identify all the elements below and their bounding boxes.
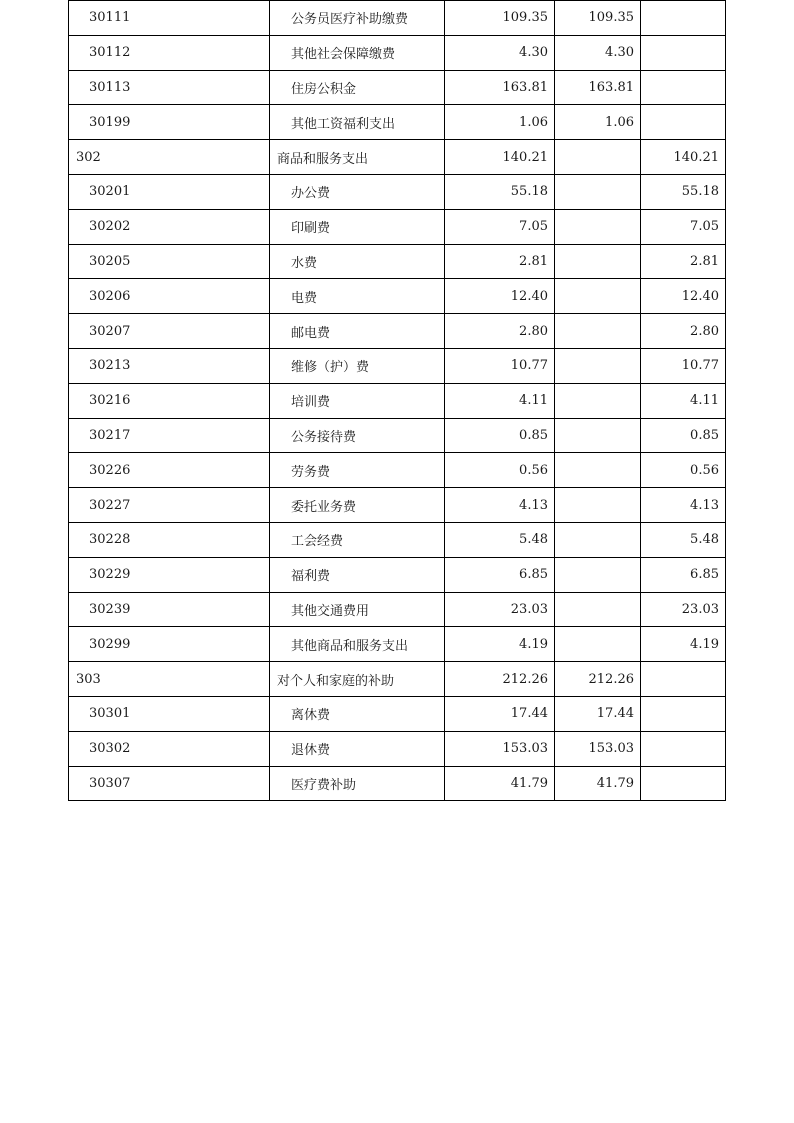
table-row bbox=[69, 314, 726, 349]
subject-code-cell: 30302 bbox=[69, 731, 270, 766]
total-amount-cell: 109.35 bbox=[445, 1, 555, 36]
total-amount-cell: 17.44 bbox=[445, 696, 555, 731]
subject-name-cell: 邮电费 bbox=[270, 314, 445, 349]
basic-expenditure-cell bbox=[555, 488, 641, 523]
total-amount-cell: 2.80 bbox=[445, 314, 555, 349]
table-row bbox=[69, 557, 726, 592]
table-row bbox=[69, 662, 726, 697]
total-amount-cell: 4.13 bbox=[445, 488, 555, 523]
subject-code-cell: 30228 bbox=[69, 522, 270, 557]
table-row bbox=[69, 348, 726, 383]
total-amount-cell: 55.18 bbox=[445, 174, 555, 209]
project-expenditure-cell: 4.11 bbox=[641, 383, 726, 418]
project-expenditure-cell: 10.77 bbox=[641, 348, 726, 383]
table-row bbox=[69, 1, 726, 36]
table-row bbox=[69, 209, 726, 244]
subject-name-cell: 退休费 bbox=[270, 731, 445, 766]
basic-expenditure-cell bbox=[555, 557, 641, 592]
basic-expenditure-cell bbox=[555, 314, 641, 349]
basic-expenditure-cell bbox=[555, 209, 641, 244]
project-expenditure-cell: 12.40 bbox=[641, 279, 726, 314]
subject-code-cell: 30201 bbox=[69, 174, 270, 209]
table-row bbox=[69, 592, 726, 627]
project-expenditure-cell: 4.13 bbox=[641, 488, 726, 523]
subject-code-cell: 302 bbox=[69, 140, 270, 175]
basic-expenditure-cell bbox=[555, 418, 641, 453]
total-amount-cell: 41.79 bbox=[445, 766, 555, 801]
subject-code-cell: 30112 bbox=[69, 35, 270, 70]
basic-expenditure-cell: 4.30 bbox=[555, 35, 641, 70]
project-expenditure-cell bbox=[641, 70, 726, 105]
table-row bbox=[69, 70, 726, 105]
subject-code-cell: 30205 bbox=[69, 244, 270, 279]
total-amount-cell: 5.48 bbox=[445, 522, 555, 557]
subject-name-cell: 公务员医疗补助缴费 bbox=[270, 1, 445, 36]
project-expenditure-cell bbox=[641, 35, 726, 70]
total-amount-cell: 6.85 bbox=[445, 557, 555, 592]
expenditure-table bbox=[68, 0, 726, 801]
subject-code-cell: 30199 bbox=[69, 105, 270, 140]
basic-expenditure-cell: 1.06 bbox=[555, 105, 641, 140]
subject-code-cell: 30113 bbox=[69, 70, 270, 105]
project-expenditure-cell: 7.05 bbox=[641, 209, 726, 244]
project-expenditure-cell: 4.19 bbox=[641, 627, 726, 662]
total-amount-cell: 212.26 bbox=[445, 662, 555, 697]
project-expenditure-cell: 2.81 bbox=[641, 244, 726, 279]
total-amount-cell: 0.56 bbox=[445, 453, 555, 488]
table-row bbox=[69, 35, 726, 70]
table-body bbox=[69, 1, 726, 801]
subject-code-cell: 30299 bbox=[69, 627, 270, 662]
basic-expenditure-cell: 212.26 bbox=[555, 662, 641, 697]
total-amount-cell: 23.03 bbox=[445, 592, 555, 627]
subject-name-cell: 对个人和家庭的补助 bbox=[270, 662, 445, 697]
subject-code-cell: 30239 bbox=[69, 592, 270, 627]
basic-expenditure-cell bbox=[555, 627, 641, 662]
table-row bbox=[69, 766, 726, 801]
table-row bbox=[69, 731, 726, 766]
project-expenditure-cell bbox=[641, 731, 726, 766]
subject-code-cell: 30202 bbox=[69, 209, 270, 244]
total-amount-cell: 2.81 bbox=[445, 244, 555, 279]
table-row bbox=[69, 418, 726, 453]
subject-name-cell: 印刷费 bbox=[270, 209, 445, 244]
project-expenditure-cell bbox=[641, 1, 726, 36]
total-amount-cell: 4.11 bbox=[445, 383, 555, 418]
subject-name-cell: 住房公积金 bbox=[270, 70, 445, 105]
basic-expenditure-cell bbox=[555, 348, 641, 383]
basic-expenditure-cell: 17.44 bbox=[555, 696, 641, 731]
basic-expenditure-cell bbox=[555, 592, 641, 627]
project-expenditure-cell bbox=[641, 696, 726, 731]
basic-expenditure-cell bbox=[555, 244, 641, 279]
basic-expenditure-cell bbox=[555, 174, 641, 209]
basic-expenditure-cell: 153.03 bbox=[555, 731, 641, 766]
project-expenditure-cell bbox=[641, 766, 726, 801]
subject-code-cell: 30111 bbox=[69, 1, 270, 36]
subject-name-cell: 电费 bbox=[270, 279, 445, 314]
subject-name-cell: 水费 bbox=[270, 244, 445, 279]
total-amount-cell: 163.81 bbox=[445, 70, 555, 105]
subject-name-cell: 维修（护）费 bbox=[270, 348, 445, 383]
subject-code-cell: 30226 bbox=[69, 453, 270, 488]
project-expenditure-cell: 0.85 bbox=[641, 418, 726, 453]
table-row bbox=[69, 453, 726, 488]
basic-expenditure-cell bbox=[555, 383, 641, 418]
total-amount-cell: 12.40 bbox=[445, 279, 555, 314]
total-amount-cell: 1.06 bbox=[445, 105, 555, 140]
subject-code-cell: 30307 bbox=[69, 766, 270, 801]
table-row bbox=[69, 488, 726, 523]
subject-code-cell: 30206 bbox=[69, 279, 270, 314]
subject-name-cell: 商品和服务支出 bbox=[270, 140, 445, 175]
subject-name-cell: 其他工资福利支出 bbox=[270, 105, 445, 140]
table-row bbox=[69, 383, 726, 418]
total-amount-cell: 0.85 bbox=[445, 418, 555, 453]
subject-name-cell: 劳务费 bbox=[270, 453, 445, 488]
project-expenditure-cell bbox=[641, 662, 726, 697]
basic-expenditure-cell: 163.81 bbox=[555, 70, 641, 105]
table-row bbox=[69, 174, 726, 209]
subject-name-cell: 公务接待费 bbox=[270, 418, 445, 453]
table-row bbox=[69, 627, 726, 662]
expenditure-table-page bbox=[68, 0, 725, 801]
table-row bbox=[69, 244, 726, 279]
project-expenditure-cell: 5.48 bbox=[641, 522, 726, 557]
table-row bbox=[69, 522, 726, 557]
basic-expenditure-cell bbox=[555, 279, 641, 314]
subject-name-cell: 其他商品和服务支出 bbox=[270, 627, 445, 662]
total-amount-cell: 153.03 bbox=[445, 731, 555, 766]
subject-code-cell: 303 bbox=[69, 662, 270, 697]
subject-code-cell: 30229 bbox=[69, 557, 270, 592]
subject-name-cell: 办公费 bbox=[270, 174, 445, 209]
subject-code-cell: 30217 bbox=[69, 418, 270, 453]
total-amount-cell: 10.77 bbox=[445, 348, 555, 383]
subject-name-cell: 培训费 bbox=[270, 383, 445, 418]
subject-name-cell: 其他交通费用 bbox=[270, 592, 445, 627]
project-expenditure-cell: 23.03 bbox=[641, 592, 726, 627]
basic-expenditure-cell bbox=[555, 453, 641, 488]
subject-name-cell: 工会经费 bbox=[270, 522, 445, 557]
table-row bbox=[69, 105, 726, 140]
subject-name-cell: 委托业务费 bbox=[270, 488, 445, 523]
subject-code-cell: 30301 bbox=[69, 696, 270, 731]
project-expenditure-cell: 0.56 bbox=[641, 453, 726, 488]
total-amount-cell: 4.19 bbox=[445, 627, 555, 662]
total-amount-cell: 140.21 bbox=[445, 140, 555, 175]
basic-expenditure-cell bbox=[555, 140, 641, 175]
subject-code-cell: 30216 bbox=[69, 383, 270, 418]
project-expenditure-cell: 6.85 bbox=[641, 557, 726, 592]
project-expenditure-cell: 55.18 bbox=[641, 174, 726, 209]
basic-expenditure-cell: 109.35 bbox=[555, 1, 641, 36]
subject-name-cell: 医疗费补助 bbox=[270, 766, 445, 801]
basic-expenditure-cell: 41.79 bbox=[555, 766, 641, 801]
table-row bbox=[69, 696, 726, 731]
project-expenditure-cell: 140.21 bbox=[641, 140, 726, 175]
table-row bbox=[69, 279, 726, 314]
project-expenditure-cell bbox=[641, 105, 726, 140]
subject-name-cell: 其他社会保障缴费 bbox=[270, 35, 445, 70]
subject-code-cell: 30207 bbox=[69, 314, 270, 349]
subject-name-cell: 福利费 bbox=[270, 557, 445, 592]
total-amount-cell: 4.30 bbox=[445, 35, 555, 70]
project-expenditure-cell: 2.80 bbox=[641, 314, 726, 349]
subject-name-cell: 离休费 bbox=[270, 696, 445, 731]
table-row bbox=[69, 140, 726, 175]
subject-code-cell: 30227 bbox=[69, 488, 270, 523]
total-amount-cell: 7.05 bbox=[445, 209, 555, 244]
subject-code-cell: 30213 bbox=[69, 348, 270, 383]
basic-expenditure-cell bbox=[555, 522, 641, 557]
